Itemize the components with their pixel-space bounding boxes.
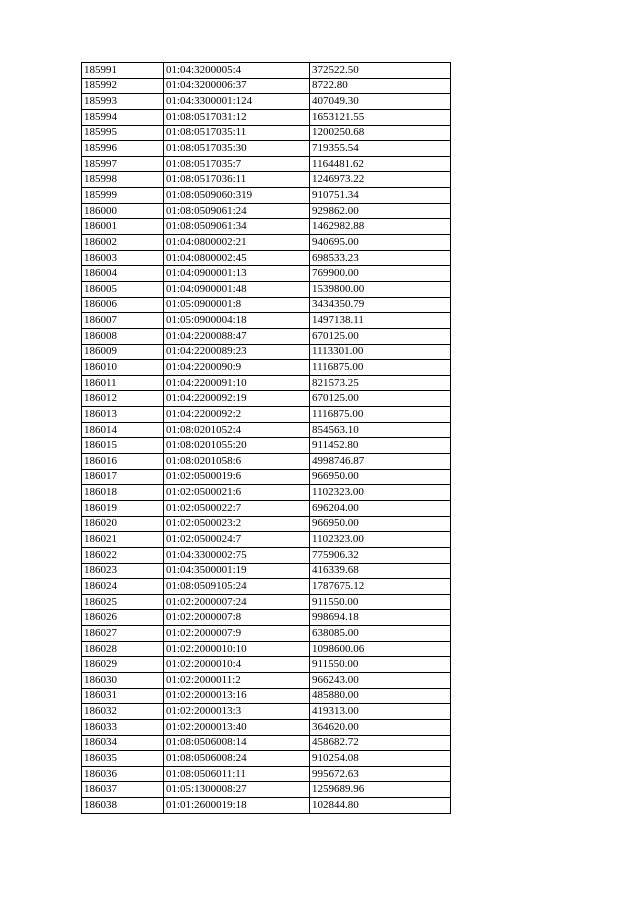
table-row [82,704,451,720]
record-number-cell: 186001 [82,219,164,235]
value-cell: 995672.63 [310,766,451,782]
cadastral-number-cell: 01:02:0500023:2 [164,516,310,532]
table-row [82,94,451,110]
cadastral-number-cell: 01:08:0506011:11 [164,766,310,782]
value-cell: 821573.25 [310,375,451,391]
cadastral-number-cell: 01:05:1300008:27 [164,782,310,798]
record-number-cell: 186032 [82,704,164,720]
record-number-cell: 186005 [82,281,164,297]
value-cell: 966243.00 [310,672,451,688]
value-cell: 1653121.55 [310,109,451,125]
table-row [82,735,451,751]
value-cell: 911550.00 [310,594,451,610]
value-cell: 1116875.00 [310,360,451,376]
table-row [82,485,451,501]
value-cell: 1462982.88 [310,219,451,235]
value-cell: 1259689.96 [310,782,451,798]
value-cell: 1116875.00 [310,407,451,423]
record-number-cell: 186006 [82,297,164,313]
table-row [82,438,451,454]
record-number-cell: 185991 [82,63,164,79]
cadastral-number-cell: 01:04:0800002:21 [164,235,310,251]
table-row [82,766,451,782]
record-number-cell: 185999 [82,188,164,204]
value-cell: 458682.72 [310,735,451,751]
cadastral-number-cell: 01:01:2600019:18 [164,798,310,814]
record-number-cell: 186017 [82,469,164,485]
value-cell: 670125.00 [310,328,451,344]
table-row [82,235,451,251]
record-number-cell: 186037 [82,782,164,798]
cadastral-number-cell: 01:08:0201052:4 [164,422,310,438]
cadastral-number-cell: 01:04:2200092:2 [164,407,310,423]
record-number-cell: 186031 [82,688,164,704]
table-row [82,547,451,563]
record-number-cell: 186015 [82,438,164,454]
record-number-cell: 186014 [82,422,164,438]
table-row [82,203,451,219]
table-row [82,500,451,516]
record-number-cell: 185995 [82,125,164,141]
cadastral-number-cell: 01:08:0517036:11 [164,172,310,188]
value-cell: 1497138.11 [310,313,451,329]
table-row [82,407,451,423]
cadastral-number-cell: 01:08:0509060:319 [164,188,310,204]
cadastral-number-cell: 01:04:2200092:19 [164,391,310,407]
value-cell: 419313.00 [310,704,451,720]
value-cell: 854563.10 [310,422,451,438]
value-cell: 966950.00 [310,469,451,485]
value-cell: 1246973.22 [310,172,451,188]
cadastral-number-cell: 01:02:0500021:6 [164,485,310,501]
record-number-cell: 185998 [82,172,164,188]
table-row [82,641,451,657]
value-cell: 670125.00 [310,391,451,407]
cadastral-number-cell: 01:04:3200005:4 [164,63,310,79]
cadastral-number-cell: 01:08:0506008:14 [164,735,310,751]
value-cell: 416339.68 [310,563,451,579]
cadastral-number-cell: 01:08:0201055:20 [164,438,310,454]
value-cell: 929862.00 [310,203,451,219]
table-row [82,688,451,704]
cadastral-number-cell: 01:08:0509061:24 [164,203,310,219]
cadastral-number-cell: 01:04:3300001:124 [164,94,310,110]
record-number-cell: 186035 [82,751,164,767]
record-number-cell: 186021 [82,532,164,548]
cadastral-number-cell: 01:02:0500024:7 [164,532,310,548]
record-number-cell: 186028 [82,641,164,657]
table-row [82,266,451,282]
cadastral-number-cell: 01:04:0900001:48 [164,281,310,297]
table-row [82,109,451,125]
record-number-cell: 186009 [82,344,164,360]
value-cell: 998694.18 [310,610,451,626]
cadastral-number-cell: 01:02:0500022:7 [164,500,310,516]
record-number-cell: 186023 [82,563,164,579]
table-row [82,532,451,548]
record-number-cell: 186036 [82,766,164,782]
table-row [82,626,451,642]
value-cell: 638085.00 [310,626,451,642]
value-cell: 966950.00 [310,516,451,532]
table-row [82,219,451,235]
cadastral-number-cell: 01:02:2000013:3 [164,704,310,720]
value-cell: 910254.08 [310,751,451,767]
record-number-cell: 185996 [82,141,164,157]
value-cell: 769900.00 [310,266,451,282]
record-number-cell: 186033 [82,719,164,735]
record-number-cell: 186010 [82,360,164,376]
table-row [82,672,451,688]
cadastral-number-cell: 01:05:0900004:18 [164,313,310,329]
table-row [82,78,451,94]
record-number-cell: 186007 [82,313,164,329]
value-cell: 698533.23 [310,250,451,266]
value-cell: 8722.80 [310,78,451,94]
table-row [82,751,451,767]
cadastral-number-cell: 01:08:0509105:24 [164,579,310,595]
value-cell: 1113301.00 [310,344,451,360]
table-row [82,469,451,485]
record-number-cell: 186012 [82,391,164,407]
table-row [82,657,451,673]
value-cell: 1787675.12 [310,579,451,595]
cadastral-number-cell: 01:02:0500019:6 [164,469,310,485]
cadastral-number-cell: 01:08:0506008:24 [164,751,310,767]
record-number-cell: 186019 [82,500,164,516]
table-row [82,516,451,532]
record-number-cell: 186013 [82,407,164,423]
value-cell: 1200250.68 [310,125,451,141]
table-row [82,563,451,579]
record-number-cell: 186018 [82,485,164,501]
record-number-cell: 186026 [82,610,164,626]
record-number-cell: 186011 [82,375,164,391]
value-cell: 364620.00 [310,719,451,735]
cadastral-number-cell: 01:02:2000010:10 [164,641,310,657]
record-number-cell: 186030 [82,672,164,688]
table-row [82,782,451,798]
value-cell: 485880.00 [310,688,451,704]
record-number-cell: 186022 [82,547,164,563]
record-number-cell: 186038 [82,798,164,814]
table-row [82,188,451,204]
record-number-cell: 185992 [82,78,164,94]
cadastral-number-cell: 01:04:3500001:19 [164,563,310,579]
record-number-cell: 186034 [82,735,164,751]
table-row [82,141,451,157]
value-cell: 940695.00 [310,235,451,251]
cadastral-number-cell: 01:04:3300002:75 [164,547,310,563]
value-cell: 407049.30 [310,94,451,110]
table-row [82,422,451,438]
value-cell: 1539800.00 [310,281,451,297]
cadastral-number-cell: 01:04:2200090:9 [164,360,310,376]
table-body [82,63,451,814]
record-number-cell: 186020 [82,516,164,532]
record-number-cell: 186008 [82,328,164,344]
record-number-cell: 186016 [82,454,164,470]
value-cell: 1102323.00 [310,485,451,501]
value-cell: 911550.00 [310,657,451,673]
value-cell: 4998746.87 [310,454,451,470]
cadastral-number-cell: 01:02:2000013:16 [164,688,310,704]
table-row [82,313,451,329]
cadastral-number-cell: 01:08:0517035:11 [164,125,310,141]
cadastral-number-cell: 01:04:3200006:37 [164,78,310,94]
cadastral-number-cell: 01:08:0201058:6 [164,454,310,470]
record-number-cell: 186003 [82,250,164,266]
record-number-cell: 186027 [82,626,164,642]
table-row [82,610,451,626]
table-row [82,594,451,610]
cadastral-number-cell: 01:04:0800002:45 [164,250,310,266]
value-cell: 719355.54 [310,141,451,157]
cadastral-number-cell: 01:02:2000011:2 [164,672,310,688]
record-number-cell: 185997 [82,156,164,172]
data-table [81,62,451,814]
record-number-cell: 185993 [82,94,164,110]
record-number-cell: 186004 [82,266,164,282]
cadastral-number-cell: 01:08:0517035:30 [164,141,310,157]
table-row [82,719,451,735]
cadastral-number-cell: 01:02:2000007:9 [164,626,310,642]
value-cell: 910751.34 [310,188,451,204]
cadastral-number-cell: 01:02:2000007:24 [164,594,310,610]
value-cell: 911452.80 [310,438,451,454]
value-cell: 372522.50 [310,63,451,79]
value-cell: 1098600.06 [310,641,451,657]
table-row [82,391,451,407]
table-row [82,360,451,376]
table-row [82,798,451,814]
table-row [82,579,451,595]
record-number-cell: 186024 [82,579,164,595]
table-row [82,250,451,266]
cadastral-number-cell: 01:08:0509061:34 [164,219,310,235]
table-row [82,297,451,313]
cadastral-number-cell: 01:08:0517031:12 [164,109,310,125]
cadastral-number-cell: 01:02:2000007:8 [164,610,310,626]
value-cell: 1102323.00 [310,532,451,548]
table-row [82,375,451,391]
cadastral-number-cell: 01:02:2000013:40 [164,719,310,735]
table-row [82,63,451,79]
table-row [82,344,451,360]
table-row [82,281,451,297]
record-number-cell: 185994 [82,109,164,125]
value-cell: 1164481.62 [310,156,451,172]
table-row [82,172,451,188]
cadastral-number-cell: 01:04:2200088:47 [164,328,310,344]
table-row [82,454,451,470]
value-cell: 775906.32 [310,547,451,563]
table-row [82,125,451,141]
record-number-cell: 186000 [82,203,164,219]
value-cell: 3434350.79 [310,297,451,313]
cadastral-number-cell: 01:05:0900001:8 [164,297,310,313]
cadastral-number-cell: 01:02:2000010:4 [164,657,310,673]
table-row [82,156,451,172]
record-number-cell: 186002 [82,235,164,251]
table-row [82,328,451,344]
record-number-cell: 186029 [82,657,164,673]
cadastral-number-cell: 01:04:2200091:10 [164,375,310,391]
record-number-cell: 186025 [82,594,164,610]
value-cell: 102844.80 [310,798,451,814]
cadastral-number-cell: 01:08:0517035:7 [164,156,310,172]
value-cell: 696204.00 [310,500,451,516]
cadastral-number-cell: 01:04:0900001:13 [164,266,310,282]
cadastral-number-cell: 01:04:2200089:23 [164,344,310,360]
